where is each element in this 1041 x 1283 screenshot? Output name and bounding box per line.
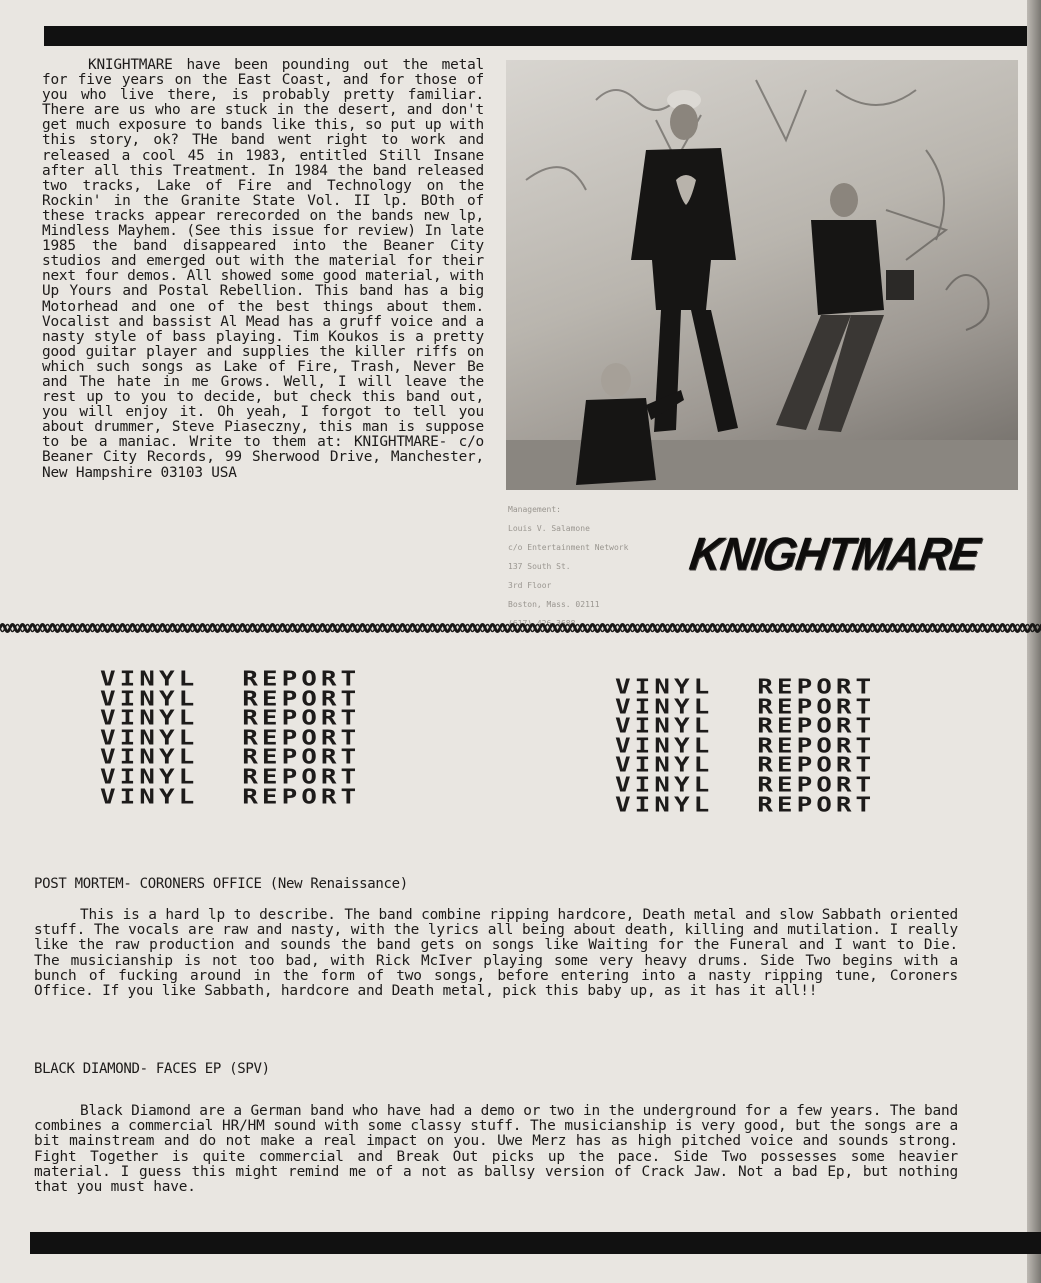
bottom-black-bar (30, 1232, 1041, 1254)
report-word: REPORT (242, 765, 361, 789)
vinyl-report-right (615, 675, 876, 817)
report-word: REPORT (242, 686, 361, 711)
page-edge-shadow (1027, 0, 1041, 1283)
vinyl-report-left (100, 667, 361, 809)
vinyl-word: VINYL (615, 773, 714, 797)
review-text: This is a hard lp to describe. The band combine ripping hardcore, Death metal and slow Sabbath oriented stuff. The vocals are raw and nasty, with the lyrics all being about death, killing and mutilation. I really like the raw production and sounds the band gets on songs like Waiting for the Funeral and I want to Die. The musicianship is not too bad, with Rick McIver playing some very heavy drums. Side Two begins with a bunch of fucking around in the form of two songs, before entering into a nasty ripping tune, Coroners Office. If you like Sabbath, hardcore and Death metal, pick this baby up, as it has it all!! (34, 907, 958, 1000)
vinyl-word: VINYL (615, 792, 714, 817)
report-word: REPORT (757, 753, 876, 778)
vinyl-report-row (100, 745, 361, 770)
vinyl-report-row (100, 706, 361, 730)
vinyl-word: VINYL (100, 706, 199, 730)
vinyl-word: VINYL (615, 753, 714, 778)
vinyl-word: VINYL (100, 765, 199, 789)
vinyl-report-row (615, 714, 876, 738)
chain-divider (0, 617, 1041, 639)
vinyl-report-row (615, 734, 876, 758)
review-title-black-diamond: BLACK DIAMOND- FACES EP (SPV) (34, 1061, 270, 1077)
vinyl-word: VINYL (100, 686, 199, 711)
report-word: REPORT (757, 792, 876, 817)
report-word: REPORT (242, 706, 361, 730)
vinyl-report-row (615, 694, 876, 719)
report-word: REPORT (757, 734, 876, 758)
review-body-black-diamond (34, 1104, 958, 1195)
report-word: REPORT (242, 726, 361, 750)
management-line: Management: (508, 504, 561, 514)
vinyl-word: VINYL (615, 734, 714, 758)
report-word: REPORT (757, 714, 876, 738)
report-word: REPORT (757, 694, 876, 719)
review-body-post-mortem (34, 908, 958, 999)
vinyl-word: VINYL (615, 694, 714, 719)
management-line: 137 South St. (508, 561, 571, 571)
vinyl-word: VINYL (100, 745, 199, 770)
band-photo (506, 60, 1018, 490)
vinyl-word: VINYL (100, 784, 199, 809)
vinyl-report-row (100, 765, 361, 789)
vinyl-report-row (615, 792, 876, 817)
review-text: Black Diamond are a German band who have had a demo or two in the underground for a few years. The band combines a commercial HR/HM sound with some classy stuff. The musicianship is very good, but the songs are a bit mainstream and do not make a real impact on you. Uwe Merz has as high pitched voice and sounds strong. Fight Together is quite commercial and Break Out picks up the pace. Side Two possesses some heavier material. I guess this might remind me of a not as ballsy version of Crack Jaw. Not a bad Ep, but nothing that you must have. (34, 1103, 958, 1196)
report-word: REPORT (242, 667, 361, 691)
vinyl-word: VINYL (100, 667, 199, 691)
vinyl-report-row (615, 753, 876, 778)
knightmare-logo: KNIGHTMARE (686, 528, 982, 581)
review-title-post-mortem: POST MORTEM- CORONERS OFFICE (New Renaissance) (34, 876, 408, 892)
article-text: KNIGHTMARE have been pounding out the metal for five years on the East Coast, and for those of you who live there, is probably pretty familiar. There are us who are stuck in the desert, and don't get much exposure to bands like this, so put up with this story, ok? THe band went right to work and released a cool 45 in 1983, entitled Still Insane after all this Treatment. In 1984 the band released two tracks, Lake of Fire and Technology on the Rockin' in the Granite State Vol. II lp. BOth of these tracks appear rerecorded on the bands new lp, Mindless Mayhem. (See this issue for review) In late 1985 the band disappeared into the Beaner City studios and emerged out with the material for their next four demos. All showed some good material, with Up Yours and Postal Rebellion. This band has a big Motorhead and one of the best things about them. Vocalist and bassist Al Mead has a gruff voice and a nasty style of bass playing. Tim Koukos is a pretty good guitar player and supplies the killer riffs on which such songs as Lake of Fire, Trash, Never Be and The hate in me Grows. Well, I will leave the rest up to you to decide, but check this band out, you will enjoy it. Oh yeah, I forgot to tell you about drummer, Steve Piaseczny, this man is suppose to be a maniac. Write to them at: KNIGHTMARE- c/o Beaner City Records, 99 Sherwood Drive, Manchester, New Hampshire 03103 USA (42, 57, 484, 481)
vinyl-report-row (100, 726, 361, 750)
vinyl-report-row (100, 784, 361, 809)
top-black-bar (44, 26, 1041, 46)
vinyl-report-row (615, 675, 876, 699)
report-word: REPORT (242, 784, 361, 809)
report-word: REPORT (242, 745, 361, 770)
vinyl-word: VINYL (100, 726, 199, 750)
vinyl-word: VINYL (615, 714, 714, 738)
report-word: REPORT (757, 773, 876, 797)
vinyl-word: VINYL (615, 675, 714, 699)
vinyl-report-row (100, 686, 361, 711)
management-line: Boston, Mass. 02111 (508, 599, 600, 609)
vinyl-report-row (615, 773, 876, 797)
management-line: Louis V. Salamone (508, 523, 590, 533)
vinyl-report-row (100, 667, 361, 691)
management-line: c/o Entertainment Network (508, 542, 629, 552)
report-word: REPORT (757, 675, 876, 699)
band-photo-illustration (506, 60, 1018, 490)
knightmare-article (42, 58, 484, 481)
management-line: 3rd Floor (508, 580, 552, 590)
